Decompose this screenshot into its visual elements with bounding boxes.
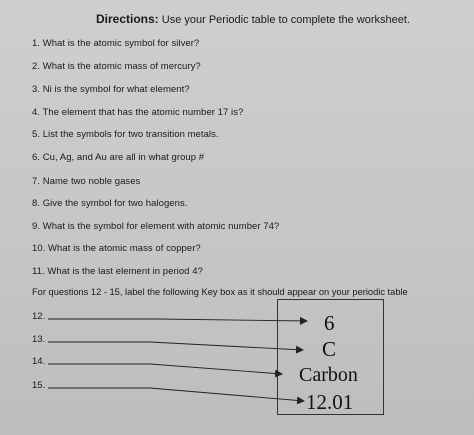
arrow-to-atomic-number [158, 319, 307, 321]
arrow-to-atomic-mass [150, 388, 304, 401]
blank-label-12: 12. [32, 311, 46, 322]
key-atomic-mass: 12.01 [306, 390, 354, 414]
key-element-name: Carbon [299, 364, 358, 386]
question-8: 8. Give the symbol for two halogens. [32, 198, 188, 209]
question-10: 10. What is the atomic mass of copper? [32, 243, 201, 254]
blank-label-14: 14. [32, 356, 46, 367]
key-element-symbol: C [322, 337, 337, 361]
question-6: 6. Cu, Ag, and Au are all in what group # [32, 152, 205, 163]
question-9: 9. What is the symbol for element with atomic number 74? [32, 221, 280, 232]
key-atomic-number: 6 [324, 311, 335, 335]
directions-text: Use your Periodic table to complete the worksheet. [161, 14, 410, 26]
directions-label: Directions: [96, 12, 159, 26]
question-5: 5. List the symbols for two transition metals. [32, 129, 219, 140]
blank-label-15: 15. [32, 380, 46, 391]
question-11: 11. What is the last element in period 4? [32, 266, 203, 277]
question-2: 2. What is the atomic mass of mercury? [32, 61, 201, 72]
arrow-to-symbol [150, 342, 303, 350]
question-1: 1. What is the atomic symbol for silver? [32, 38, 200, 49]
arrow-to-name [150, 364, 282, 374]
blank-label-13: 13. [32, 334, 46, 345]
question-7: 7. Name two noble gases [32, 176, 141, 187]
question-4: 4. The element that has the atomic number 17 is? [32, 107, 244, 118]
key-box-instruction: For questions 12 - 15, label the following Key box as it should appear on your periodic table [32, 287, 408, 297]
question-3: 3. Ni is the symbol for what element? [32, 84, 190, 95]
